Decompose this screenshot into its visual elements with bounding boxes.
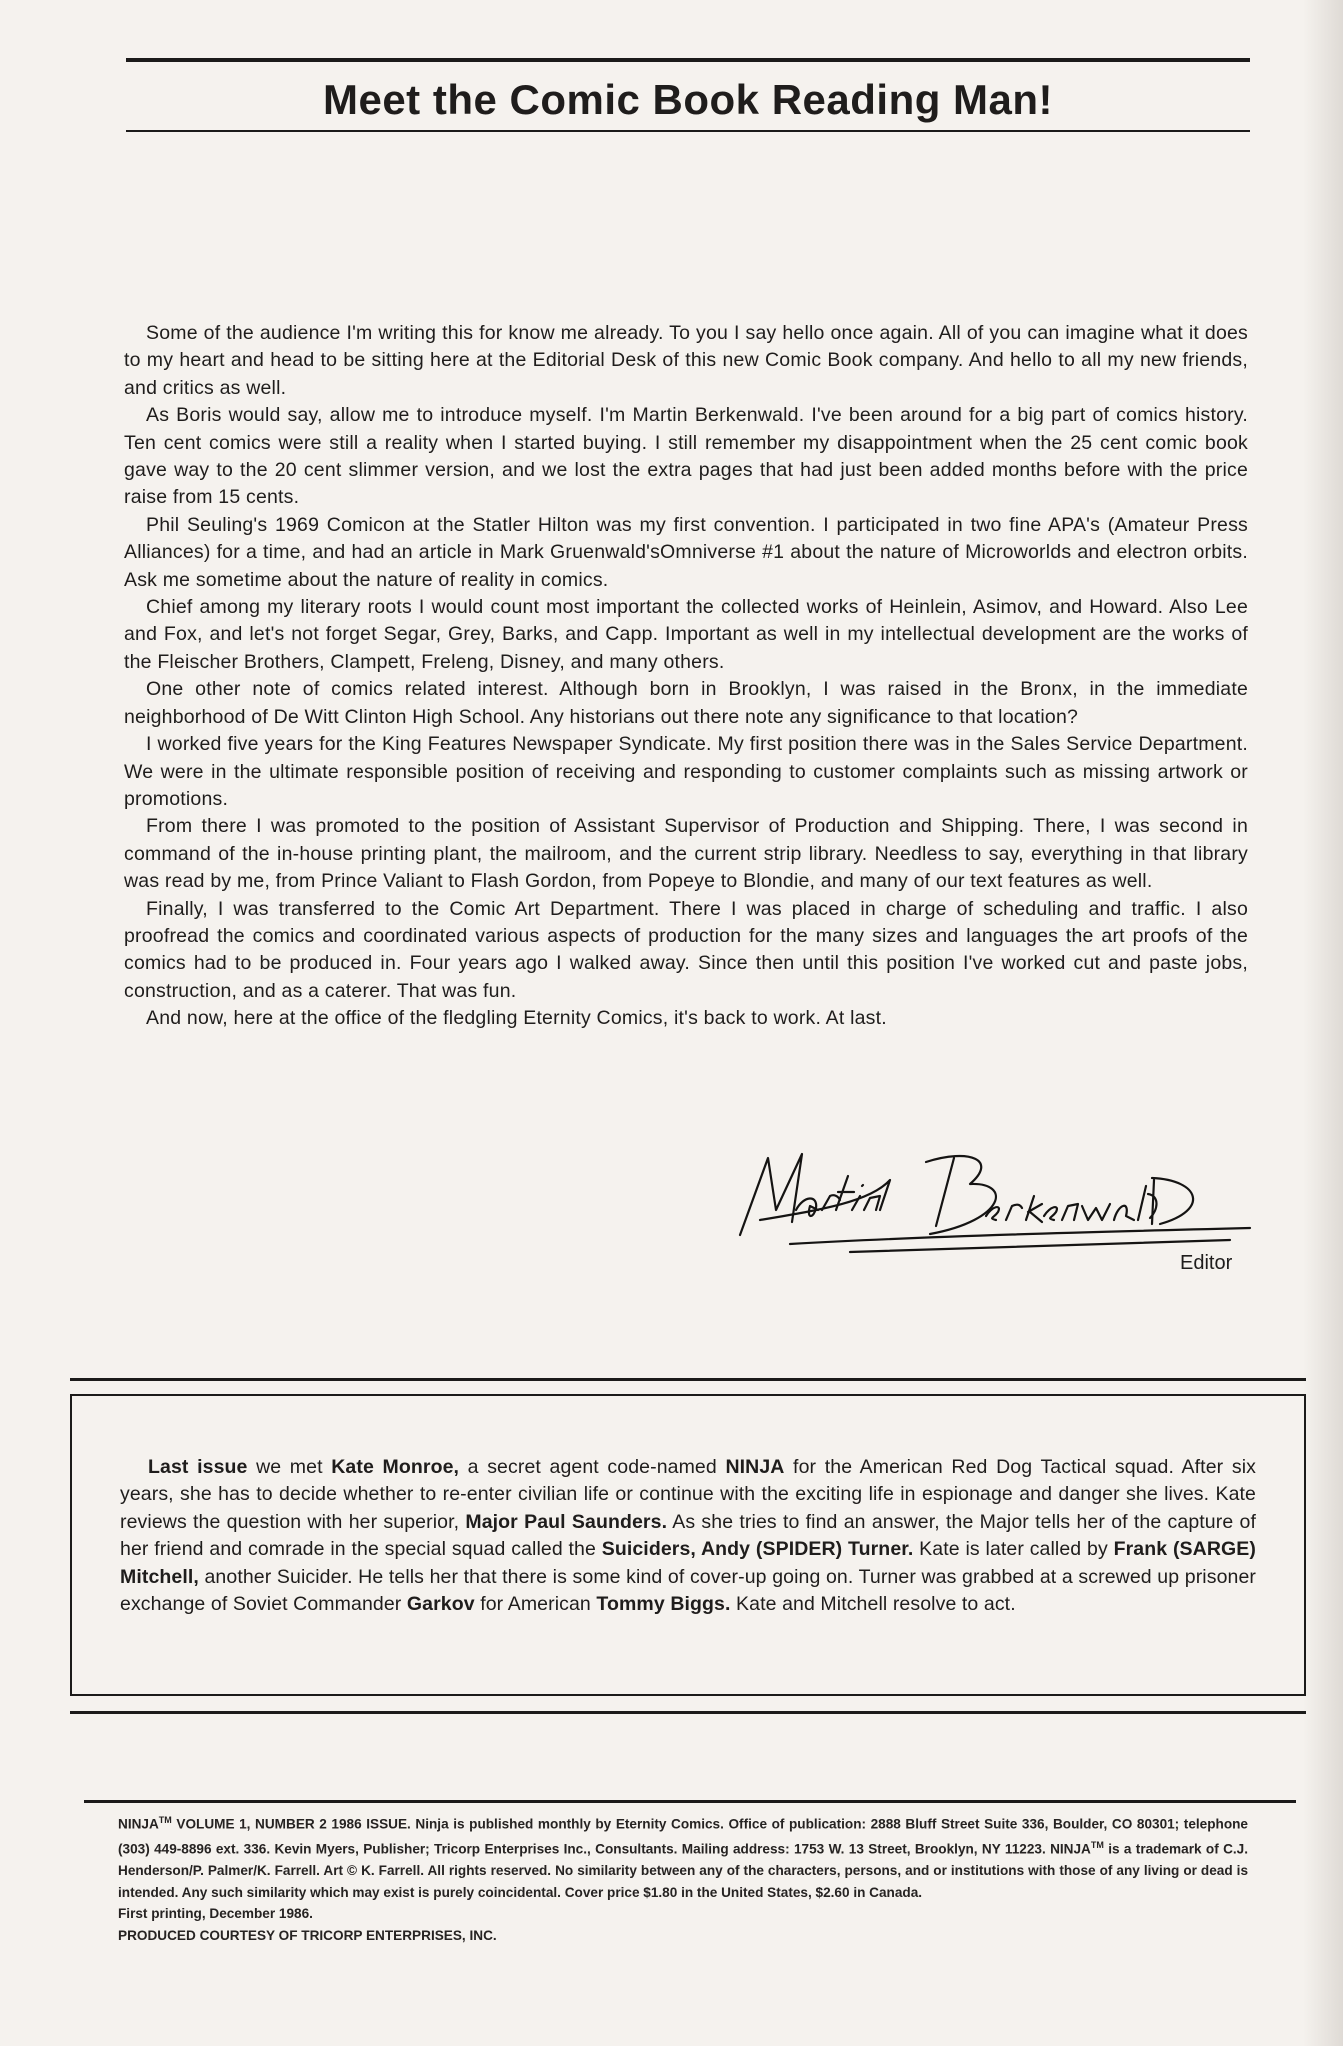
title-top-rule <box>126 58 1250 62</box>
editorial-paragraph: Finally, I was transferred to the Comic Art Department. There I was placed in charge of scheduling and traffic. I also proofread the comics and coordinated various aspects of production for the many sizes and languages the art proofs of the comics had to be produced in. Four years ago I walked away. Since then until this position I've worked cut and paste jobs, construction, and as a caterer. That was fun. <box>124 897 1248 1002</box>
produced-courtesy: PRODUCED COURTESY OF TRICORP ENTERPRISES, INC. <box>118 1927 497 1943</box>
indicia-body <box>118 1810 1248 1903</box>
summary-lead: Last issue <box>148 1456 248 1478</box>
summary-text: Kate is later called by <box>913 1538 1114 1561</box>
last-issue-summary-box <box>70 1378 1306 1714</box>
box-border-top-inner <box>70 1394 1306 1396</box>
character-name: Garkov <box>406 1593 475 1616</box>
editor-signature <box>730 1140 1260 1270</box>
last-issue-summary <box>120 1454 1256 1618</box>
box-border-left <box>70 1394 72 1696</box>
first-printing: First printing, December 1986. <box>118 1906 313 1922</box>
editorial-paragraph: And now, here at the office of the fledgling Eternity Comics, it's back to work. At last. <box>146 1007 887 1030</box>
summary-text: for the American Red Dog Tactical squad. After six years, she has to decide whether to re-enter civilian life or continue with the exciting life in espionage and danger she lives. Kate reviews the question with her superior, <box>120 1456 1256 1533</box>
indicia-title: NINJA <box>118 1816 159 1832</box>
summary-text: a secret agent code-named <box>459 1456 726 1478</box>
box-border-bottom-inner <box>70 1694 1306 1696</box>
editorial-paragraph: One other note of comics related interest. Although born in Brooklyn, I was raised in the Bronx, in the immediate neighborhood of De Witt Clinton High School. Any historians out there note any significance to that location? <box>124 678 1248 728</box>
editorial-paragraph: Phil Seuling's 1969 Comicon at the Statler Hilton was my first convention. I participated in two fine APA's (Amateur Press Alliances) for a time, and had an article in Mark Gruenwald'sOmniverse #1 about the nature of Microworlds and electron orbits. Ask me sometime about the nature of reality in comics. <box>124 513 1248 591</box>
trademark-mark: TM <box>158 1815 172 1825</box>
summary-text: As she tries to find an answer, the Major tells her of the capture of her friend and comrade in the special squad called the <box>120 1510 1256 1561</box>
character-name: NINJA <box>725 1456 785 1478</box>
editorial-paragraph: Chief among my literary roots I would count most important the collected works of Heinlein, Asimov, and Howard. Also Lee and Fox, and let's not forget Segar, Grey, Barks, and Capp. Important as well in my intellectual development are the works of the Fleischer Brothers, Clampett, Freleng, Disney, and many others. <box>124 596 1248 673</box>
editorial-paragraph: From there I was promoted to the position of Assistant Supervisor of Production and Shipping. There, I was second in command of the in-house printing plant, the mailroom, and the current strip library. Needless to say, everything in that library was read by me, from Prince Valiant to Flash Gordon, from Popeye to Blondie, and many of our text features as well. <box>124 815 1248 893</box>
page-title: Meet the Comic Book Reading Man! <box>322 76 1054 123</box>
character-name: Suiciders, Andy (SPIDER) Turner. <box>601 1538 914 1561</box>
editorial-paragraph: As Boris would say, allow me to introduce myself. I'm Martin Berkenwald. I've been around for a big part of comics history. Ten cent comics were still a reality when I started buying. I still remember my disappointment when the 25 cent comic book gave way to the 20 cent slimmer version, and we lost the extra pages that had just been added months before with the price raise from 15 cents. <box>124 404 1248 509</box>
summary-text: for American <box>474 1593 597 1616</box>
character-name: Kate Monroe, <box>331 1456 460 1478</box>
summary-text: another Suicider. He tells her that there is some kind of cover-up going on. Turner was grabbed at a screwed up prisoner exchange of Soviet Commander <box>120 1565 1256 1616</box>
indicia-rule <box>84 1800 1296 1803</box>
page-edge-shadow <box>1303 0 1343 2046</box>
character-name: Major Paul Saunders. <box>465 1510 668 1533</box>
box-border-bottom-outer <box>70 1711 1306 1714</box>
summary-text: Kate and Mitchell resolve to act. <box>730 1593 1016 1616</box>
summary-text: we met <box>247 1456 332 1478</box>
title-block <box>126 58 1250 132</box>
editorial-paragraph: Some of the audience I'm writing this for know me already. To you I say hello once again. All of you can imagine what it does to my heart and head to be sitting here at the Editorial Desk of this new Comic Book company. And hello to all my new friends, and critics as well. <box>124 322 1248 399</box>
editor-label: Editor <box>1180 1252 1233 1274</box>
publication-indicia <box>118 1810 1248 1946</box>
box-border-top-outer <box>70 1378 1306 1381</box>
title-bottom-rule <box>126 130 1250 132</box>
summary-paragraph <box>120 1454 1256 1618</box>
indicia-text: VOLUME 1, NUMBER 2 1986 ISSUE. Ninja is published monthly by Eternity Comics. Office of publication: 2888 Bluff Street Suite 336, Boulder, CO 80301; telephone (303) 449-8896 ext. 336. Kevin Myers, Publisher; Tricorp Enterprises Inc., Consultants. Mailing address: 1753 W. 13 Street, Brooklyn, NY 11223. NINJA <box>118 1816 1248 1857</box>
editorial-body <box>124 320 1248 1033</box>
trademark-mark: TM <box>1090 1840 1104 1851</box>
box-border-right <box>1304 1394 1306 1696</box>
character-name: Tommy Biggs. <box>596 1593 731 1616</box>
character-name: Frank (SARGE) Mitchell, <box>120 1538 1256 1588</box>
indicia-text: is a trademark of C.J. Henderson/P. Palmer/K. Farrell. Art © K. Farrell. All rights reserved. No similarity between any of the characters, persons, and or institutions with those of any living or dead is intended. Any such similarity which may exist is purely coincidental. Cover price $1.80 in the United States, $2.60 in Canada. <box>118 1841 1248 1900</box>
editorial-paragraph: I worked five years for the King Features Newspaper Syndicate. My first position there was in the Sales Service Department. We were in the ultimate responsible position of receiving and responding to customer complaints such as missing artwork or promotions. <box>124 733 1248 810</box>
